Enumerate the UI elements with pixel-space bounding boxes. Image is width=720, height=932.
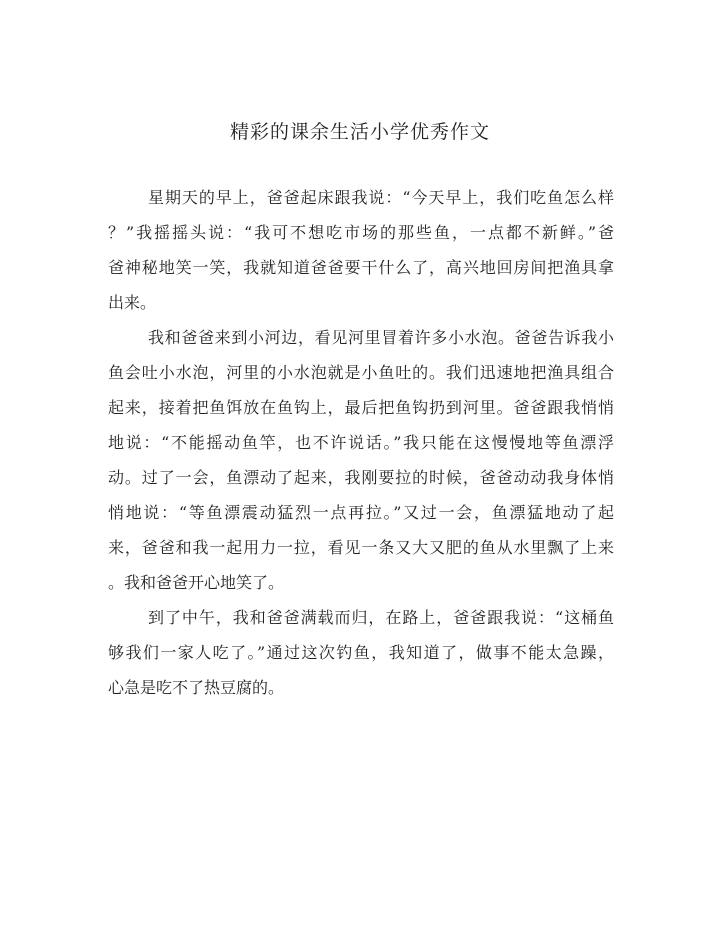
paragraph-3-line-2: 够我们一家人吃了。”通过这次钓鱼，我知道了，做事不能太急躁， [108, 643, 614, 662]
document-title: 精彩的课余生活小学优秀作文 [229, 121, 490, 143]
paragraph-3-line-1: 到了中午，我和爸爸满载而归，在路上，爸爸跟我说：“这桶鱼 [148, 608, 614, 627]
paragraph-2-line-3: 起来，接着把鱼饵放在鱼钩上，最后把鱼钩扔到河里。爸爸跟我悄悄 [108, 398, 614, 417]
paragraph-1-line-1: 星期天的早上，爸爸起床跟我说：“今天早上，我们吃鱼怎么样 [148, 188, 614, 207]
paragraph-2-line-2: 鱼会吐小水泡，河里的小水泡就是小鱼吐的。我们迅速地把渔具组合 [108, 363, 614, 382]
paragraph-1-line-3: 爸神秘地笑一笑，我就知道爸爸要干什么了，高兴地回房间把渔具拿 [108, 258, 614, 277]
paragraph-3-line-3: 心急是吃不了热豆腐的。 [108, 678, 285, 697]
paragraph-1-line-2: ？”我摇摇头说：“我可不想吃市场的那些鱼，一点都不新鲜。”爸 [108, 223, 614, 242]
paragraph-2-line-7: 来，爸爸和我一起用力一拉，看见一条又大又肥的鱼从水里飘了上来 [108, 538, 614, 557]
paragraph-1-line-4: 出来。 [108, 293, 157, 312]
paragraph-2-line-6: 悄地说：“等鱼漂震动猛烈一点再拉。”又过一会，鱼漂猛地动了起 [108, 503, 614, 522]
paragraph-2-line-5: 动。过了一会，鱼漂动了起来，我刚要拉的时候，爸爸动动我身体悄 [108, 468, 614, 487]
paragraph-2-line-1: 我和爸爸来到小河边，看见河里冒着许多小水泡。爸爸告诉我小 [148, 328, 614, 347]
paragraph-2-line-4: 地说：“不能摇动鱼竿，也不许说话。”我只能在这慢慢地等鱼漂浮 [108, 433, 614, 452]
paragraph-2-line-8: 。我和爸爸开心地笑了。 [108, 573, 285, 592]
